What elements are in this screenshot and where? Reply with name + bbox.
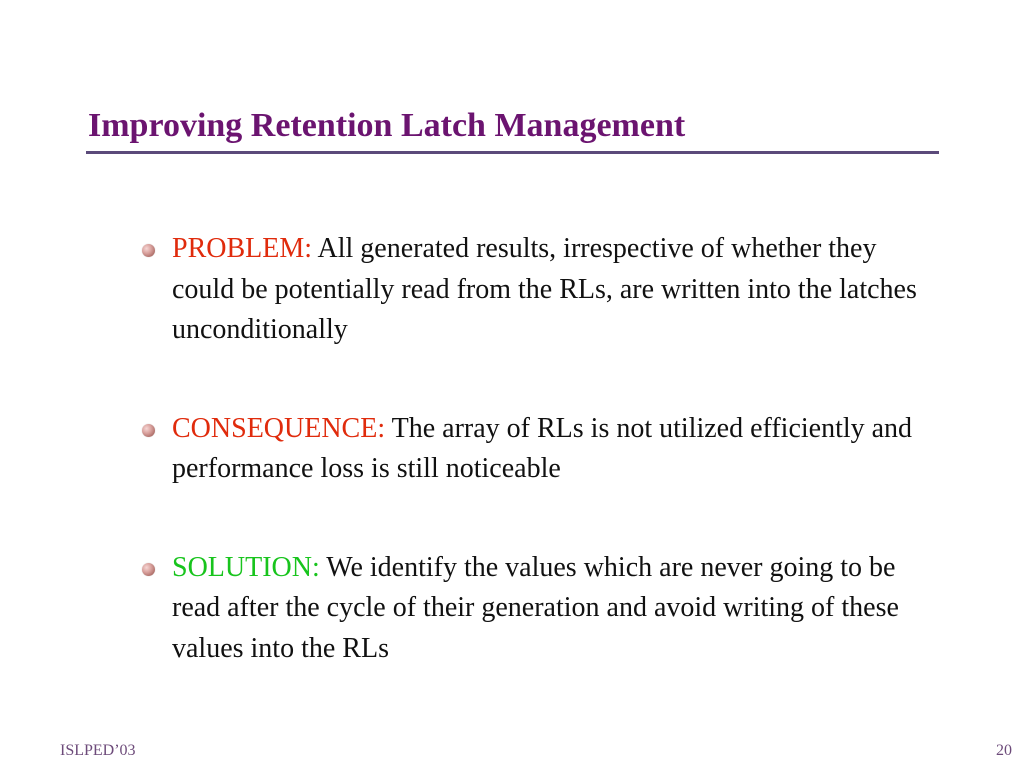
sphere-bullet-icon bbox=[142, 424, 155, 437]
footer-page-number: 20 bbox=[996, 742, 1012, 759]
bullet-text-solution: We identify the values which are never going to be read after the cycle of their generation and avoid writing of these values into the RLs bbox=[172, 551, 899, 664]
bullet-list bbox=[140, 229, 920, 727]
slide-title: Improving Retention Latch Management bbox=[88, 107, 686, 144]
bullet-item-problem bbox=[140, 229, 920, 351]
bullet-text-consequence: The array of RLs is not utilized efficiently and performance loss is still noticeable bbox=[172, 412, 913, 484]
sphere-bullet-icon bbox=[142, 244, 155, 257]
title-underline bbox=[86, 151, 939, 154]
bullet-keyword-solution: SOLUTION: bbox=[172, 551, 327, 583]
footer-conference: ISLPED’03 bbox=[60, 742, 136, 759]
bullet-item-solution bbox=[140, 548, 920, 670]
bullet-text-problem: All generated results, irrespective of whether they could be potentially read from the RLs, are written into the latches unconditionally bbox=[172, 233, 917, 345]
bullet-keyword-problem: PROBLEM: bbox=[172, 233, 318, 264]
bullet-item-consequence bbox=[140, 409, 920, 490]
bullet-keyword-consequence: CONSEQUENCE: bbox=[172, 412, 392, 444]
sphere-bullet-icon bbox=[142, 563, 155, 576]
